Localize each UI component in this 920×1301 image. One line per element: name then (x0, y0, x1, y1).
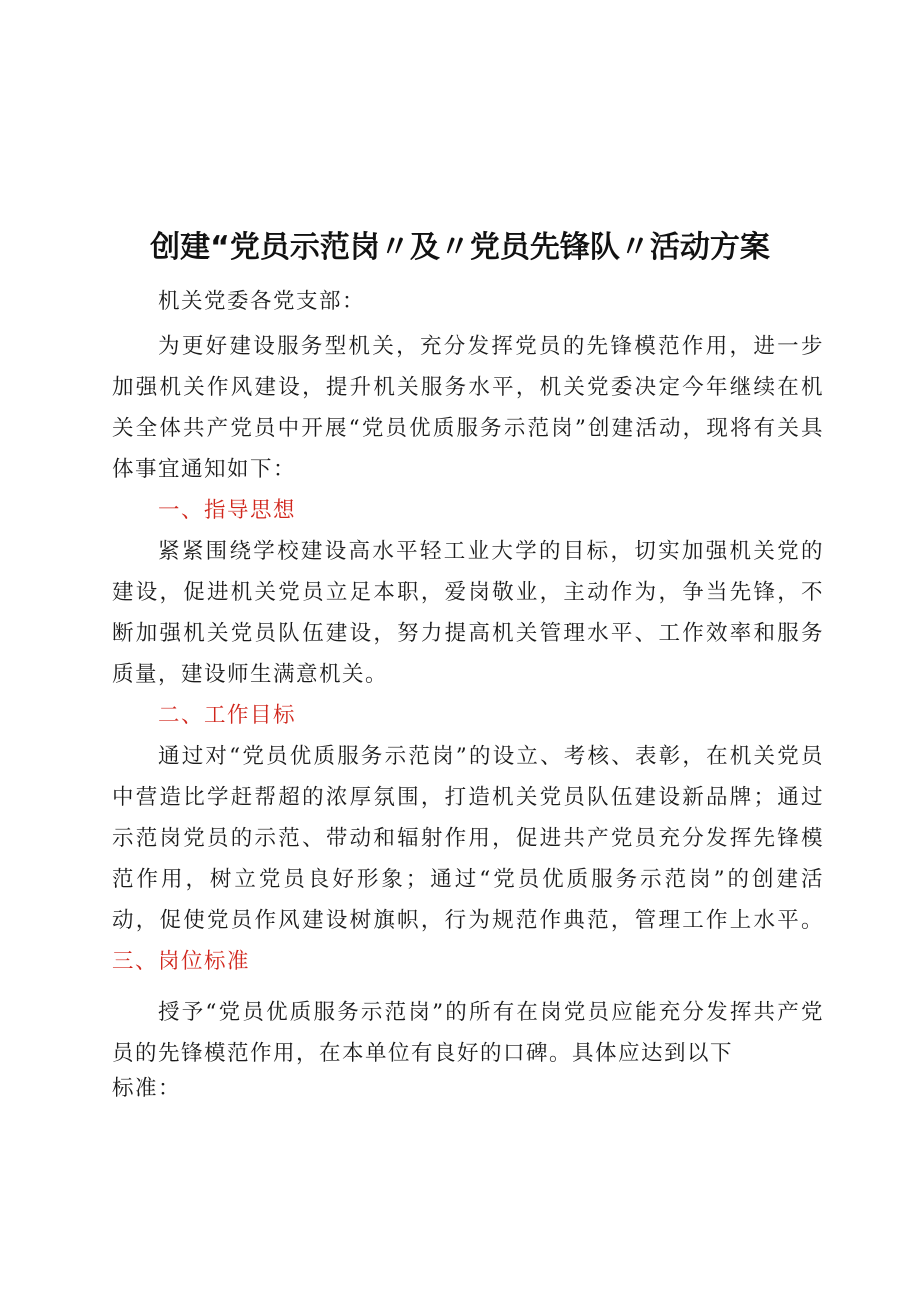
post-standard-paragraph: 授予“党员优质服务示范岗”的所有在岗党员应能充分发挥共产党员的先锋模范作用，在本单位有良好的口碑。具体应达到以下 (112, 1000, 824, 1066)
post-standard-trailing: 标准： (112, 1076, 182, 1101)
document-title: 创建“党员示范岗〃及〃党员先锋队〃活动方案 (150, 230, 770, 265)
section-heading-work-goals: 二、工作目标 (158, 703, 297, 728)
section-heading-post-standard: 三、岗位标准 (112, 949, 251, 974)
guiding-thought-paragraph: 紧紧围绕学校建设高水平轻工业大学的目标，切实加强机关党的建设，促进机关党员立足本职，爱岗敬业，主动作为，争当先锋，不断加强机关党员队伍建设，努力提高机关管理水平、工作效率和服务质量，建设师生满意机关。 (112, 539, 824, 687)
salutation: 机关党委各党支部： (158, 289, 366, 314)
work-goals-text: 通过对“党员优质服务示范岗”的设立、考核、表彰，在机关党员中营造比学赶帮超的浓厚氛围，打造机关党员队伍建设新品牌；通过示范岗党员的示范、带动和辐射作用，促进共产党员充分发挥先锋模范作用，树立党员良好形象；通过“党员优质服务示范岗”的创建活动，促使党员作风建设树旗帜，行为规范作典范，管理工作上水平。 (112, 744, 824, 933)
intro-paragraph: 为更好建设服务型机关，充分发挥党员的先锋模范作用，进一步加强机关作风建设，提升机关服务水平，机关党委决定今年继续在机关全体共产党员中开展“党员优质服务示范岗”创建活动，现将有关具体事宜通知如下： (112, 334, 824, 482)
work-goals-paragraph (112, 736, 824, 982)
section-heading-guiding-thought: 一、指导思想 (158, 498, 297, 523)
body-block-1 (112, 326, 824, 1109)
